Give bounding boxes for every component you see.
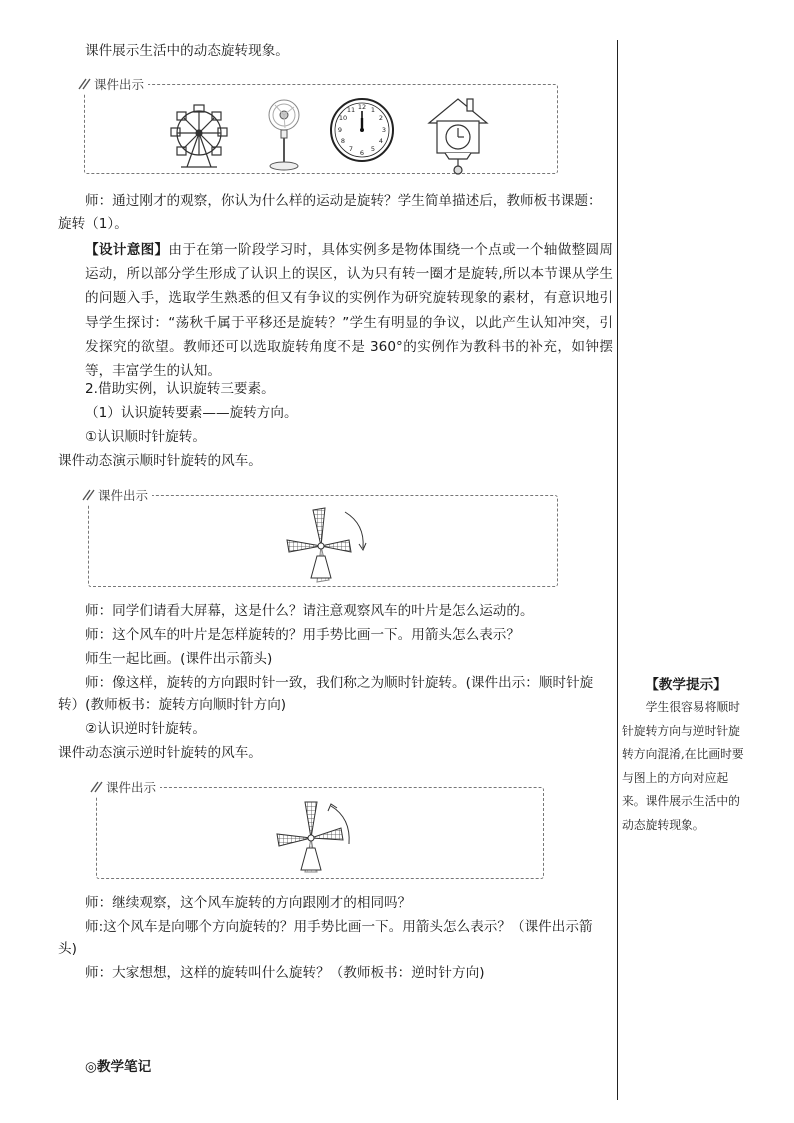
paragraph-counterclockwise-demo: 课件动态演示逆时针旋转的风车。 [58,745,262,761]
slash-icon [81,489,95,501]
paragraph-same-direction: 师：继续观察，这个风车旋转的方向跟刚才的相同吗？ [85,895,412,911]
svg-text:8: 8 [340,137,346,145]
paragraph-direction: （1）认识旋转要素——旋转方向。 [85,405,298,421]
box-label-text: 课件出示 [94,77,145,92]
paragraph-design-intent [58,238,613,383]
paragraph-which-direction-b: 头) [58,941,77,957]
paragraph-which-direction-a: 师:这个风车是向哪个方向旋转的？用手势比画一下。用箭头怎么表示？（课件出示箭 [85,919,593,935]
paragraph-clockwise-def-b: 转）(教师板书：旋转方向顺时针方向) [58,697,287,713]
column-divider [617,40,618,1100]
svg-text:5: 5 [370,145,376,153]
svg-text:2: 2 [378,114,384,122]
paragraph-step-2: 2.借助实例，认识旋转三要素。 [85,381,275,397]
teaching-tip-body: 学生很容易将顺时针旋转方向与逆时针旋转方向混淆,在比画时要与图上的方向对应起来。课件展示生活中的动态旋转现象。 [622,700,744,832]
paragraph-question-a: 师：通过刚才的观察，你认为什么样的运动是旋转？学生简单描述后，教师板书课题： [85,193,602,209]
teaching-notes-heading: ◎教学笔记 [85,1059,152,1075]
svg-text:1: 1 [370,106,376,114]
windmill-counterclockwise-icon [275,798,365,878]
box-label [79,486,152,504]
ferris-wheel-icon [167,103,235,171]
clock-icon [329,97,395,163]
teaching-tip-sidebar [622,674,750,837]
box-label [87,778,160,796]
box-label-text: 课件出示 [106,780,157,795]
svg-text:9: 9 [337,126,343,134]
slash-icon [77,78,91,90]
cuckoo-clock-icon [425,95,491,175]
paragraph-clockwise-demo: 课件动态演示顺时针旋转的风车。 [58,453,262,469]
svg-text:12: 12 [357,103,367,111]
paragraph-look-screen: 师：同学们请看大屏幕，这是什么？请注意观察风车的叶片是怎么运动的。 [85,603,534,619]
paragraph-clockwise-title: ①认识顺时针旋转。 [85,429,206,445]
svg-text:4: 4 [378,137,384,145]
courseware-box-clockwise [88,488,558,587]
courseware-box-objects [84,77,558,174]
svg-text:11: 11 [346,106,356,114]
paragraph-clockwise-def-a: 师：像这样，旋转的方向跟时针一致，我们称之为顺时针旋转。(课件出示：顺时针旋 [85,675,594,691]
svg-text:10: 10 [338,114,348,122]
svg-text:3: 3 [381,126,387,134]
design-intent-tag: 【设计意图】 [85,242,169,258]
svg-text:7: 7 [348,145,354,153]
slash-icon [89,781,103,793]
paragraph-intro: 课件展示生活中的动态旋转现象。 [85,43,289,59]
paragraph-how-rotate: 师：这个风车的叶片是怎样旋转的？用手势比画一下。用箭头怎么表示？ [85,627,520,643]
windmill-clockwise-icon [285,506,375,586]
electric-fan-icon [261,97,307,173]
paragraph-question-b: 旋转（1）。 [58,216,128,232]
svg-text:6: 6 [359,149,365,157]
teaching-tip-title: 【教学提示】 [645,677,727,693]
box-label-text: 课件出示 [98,488,149,503]
box-label [75,75,148,93]
paragraph-counterclockwise-title: ②认识逆时针旋转。 [85,721,206,737]
paragraph-what-rotation: 师：大家想想，这样的旋转叫什么旋转？（教师板书：逆时针方向) [85,965,485,981]
courseware-box-counterclockwise [96,780,544,879]
paragraph-gesture: 师生一起比画。(课件出示箭头) [85,651,273,667]
design-intent-text: 由于在第一阶段学习时，具体实例多是物体围绕一个点或一个轴做整圆周运动，所以部分学生形成了认识上的误区，认为只有转一圈才是旋转,所以本节课从学生的问题入手，选取学生熟悉的但又有争议的实例作为研究旋转现象的素材，有意识地引导学生探讨：“荡秋千属于平移还是旋转？”学生有明显的争议，以此产生认知冲突，引发探究的欲望。教师还可以选取旋转角度不是 360°的实例作为教科书的补充，如钟摆等，丰富学生的认知。 [85,242,614,380]
